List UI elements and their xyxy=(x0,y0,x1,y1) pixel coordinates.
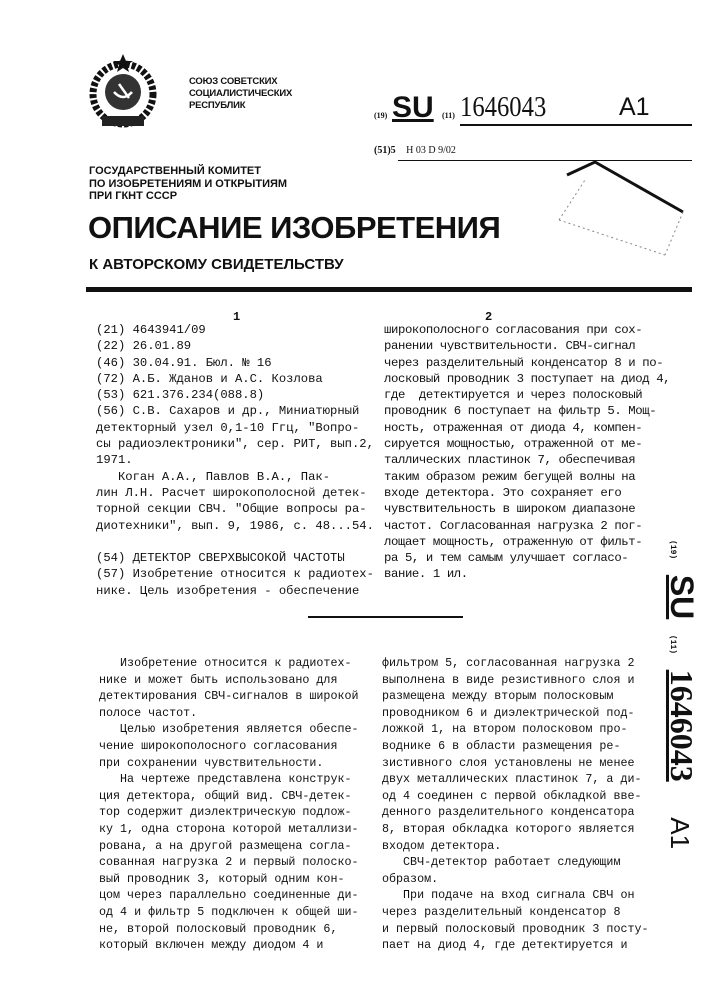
text-line: проводником 6 и диэлектрической под- xyxy=(382,705,649,722)
country-line: СОЮЗ СОВЕТСКИХ xyxy=(189,76,292,88)
text-line: лин Л.Н. Расчет широкополосной детек- xyxy=(96,485,374,501)
text-line: чувствительность в широком диапазоне xyxy=(384,501,670,517)
ipc-code: H 03 D 9/02 xyxy=(406,145,456,156)
text-line: выполнена в виде резистивного слоя и xyxy=(382,672,649,689)
kind-code: A1 xyxy=(619,93,650,122)
ipc-classification xyxy=(374,145,456,156)
text-line: сованная нагрузка 2 и первый полоско- xyxy=(99,854,359,871)
text-line: торной секции СВЧ. "Общие вопросы ра- xyxy=(96,501,374,517)
committee-name xyxy=(89,165,287,203)
country-name xyxy=(189,76,292,112)
inid-11: (11) xyxy=(442,111,455,120)
abstract-continued xyxy=(384,322,670,583)
text-line: входе детектора. Это сохраняет его xyxy=(384,485,670,501)
side-publication-number xyxy=(663,540,700,849)
text-line: не, второй полосковый проводник 6, xyxy=(99,921,359,938)
text-line: од 4 соединен с первой обкладкой вве- xyxy=(382,788,649,805)
text-line: рована, а на другой размещена согла- xyxy=(99,838,359,855)
text-line: цом через параллельно соединенные ди- xyxy=(99,887,359,904)
text-line: таким образом режим бегущей волны на xyxy=(384,469,670,485)
text-line: размещена между вторым полосковым xyxy=(382,688,649,705)
text-line: нике и может быть использовано для xyxy=(99,672,359,689)
document-title: ОПИСАНИЕ ИЗОБРЕТЕНИЯ xyxy=(88,210,500,246)
text-line: детектирования СВЧ-сигналов в широкой xyxy=(99,688,359,705)
text-line: вый проводник 3, который одним кон- xyxy=(99,871,359,888)
text-line: Изобретение относится к радиотех- xyxy=(99,655,359,672)
description-column-right xyxy=(382,655,649,954)
text-line: (57) Изобретение относится к радиотех- xyxy=(96,566,374,582)
inid-19: (19) xyxy=(374,111,387,120)
text-line: через разделительный конденсатор 8 xyxy=(382,904,649,921)
committee-line: ПРИ ГКНТ СССР xyxy=(89,190,287,203)
text-line: лосковый проводник 3 поступает на диод 4, xyxy=(384,371,670,387)
text-line: зистивного слоя установлены не менее xyxy=(382,755,649,772)
text-line: и первый полосковый проводник 3 посту- xyxy=(382,921,649,938)
text-line: полосе частот. xyxy=(99,705,359,722)
text-line: ция детектора, общий вид. СВЧ-детек- xyxy=(99,788,359,805)
text-line: ку 1, одна сторона которой металлизи- xyxy=(99,821,359,838)
ipc-label: (51)5 xyxy=(374,145,396,156)
text-line: лощает мощность, отраженную от фильт- xyxy=(384,534,670,550)
text-line: 1971. xyxy=(96,452,374,468)
text-line: (54) ДЕТЕКТОР СВЕРХВЫСОКОЙ ЧАСТОТЫ xyxy=(96,550,374,566)
text-line: (22) 26.01.89 xyxy=(96,338,374,354)
text-line: СВЧ-детектор работает следующим xyxy=(382,854,649,871)
text-line: чение широкополосного согласования xyxy=(99,738,359,755)
text-line: через разделительный конденсатор 8 и по- xyxy=(384,355,670,371)
text-line: сируется мощностью, отраженной от ме- xyxy=(384,436,670,452)
country-line: РЕСПУБЛИК xyxy=(189,100,292,112)
side-country-code: SU xyxy=(664,575,700,619)
text-line: денного разделительного конденсатора xyxy=(382,804,649,821)
patent-page xyxy=(0,0,707,1000)
text-line: фильтром 5, согласованная нагрузка 2 xyxy=(382,655,649,672)
side-patent-number: 1646043 xyxy=(664,670,700,782)
library-stamp-icon xyxy=(555,160,695,260)
text-line: тор содержит диэлектрическую подлож- xyxy=(99,804,359,821)
text-line: диотехники", вып. 9, 1986, с. 48...54. xyxy=(96,518,374,534)
column-number: 2 xyxy=(485,310,492,324)
committee-line: ПО ИЗОБРЕТЕНИЯМ И ОТКРЫТИЯМ xyxy=(89,178,287,191)
text-line: образом. xyxy=(382,871,649,888)
text-line: где детектируется и через полосковый xyxy=(384,387,670,403)
document-subtitle: К АВТОРСКОМУ СВИДЕТЕЛЬСТВУ xyxy=(89,256,344,273)
text-line: од 4 и фильтр 5 подключен к общей ши- xyxy=(99,904,359,921)
country-code: SU xyxy=(392,91,434,125)
committee-line: ГОСУДАРСТВЕННЫЙ КОМИТЕТ xyxy=(89,165,287,178)
description-column-left xyxy=(99,655,359,954)
side-kind-code: A1 xyxy=(665,817,695,849)
column-number: 1 xyxy=(233,310,240,324)
text-line: при сохранении чувствительности. xyxy=(99,755,359,772)
text-line: частот. Согласованная нагрузка 2 пог- xyxy=(384,518,670,534)
patent-number: 1646043 xyxy=(460,91,546,124)
text-line: (56) С.В. Сахаров и др., Миниатюрный xyxy=(96,403,374,419)
text-line: 8, вторая обкладка которого является xyxy=(382,821,649,838)
text-line: Коган А.А., Павлов В.А., Пак- xyxy=(96,469,374,485)
text-line: входом детектора. xyxy=(382,838,649,855)
publication-number xyxy=(374,93,692,127)
text-line: широкополосного согласования при сох- xyxy=(384,322,670,338)
text-line: вание. 1 ил. xyxy=(384,566,670,582)
text-line: При подаче на вход сигнала СВЧ он xyxy=(382,887,649,904)
country-line: СОЦИАЛИСТИЧЕСКИХ xyxy=(189,88,292,100)
text-line: сы радиоэлектроники", сер. РИТ, вып.2, xyxy=(96,436,374,452)
side-inid-19: (19) xyxy=(668,540,677,559)
text-line: пает на диод 4, где детектируется и xyxy=(382,937,649,954)
bibliographic-data xyxy=(96,322,374,599)
ussr-emblem-icon xyxy=(84,52,162,136)
text-line: (53) 621.376.234(088.8) xyxy=(96,387,374,403)
text-line: детекторный узел 0,1-10 Ггц, "Вопро- xyxy=(96,420,374,436)
text-line: таллических пластинок 7, обеспечивая xyxy=(384,452,670,468)
text-line: ранении чувствительности. СВЧ-сигнал xyxy=(384,338,670,354)
text-line: (21) 4643941/09 xyxy=(96,322,374,338)
text-line: ложкой 1, на втором полосковом про- xyxy=(382,721,649,738)
text-line: Целью изобретения является обеспе- xyxy=(99,721,359,738)
text-line: который включен между диодом 4 и xyxy=(99,937,359,954)
text-line xyxy=(96,534,374,550)
text-line: На чертеже представлена конструк- xyxy=(99,771,359,788)
text-line: ра 5, и тем самым улучшает согласо- xyxy=(384,550,670,566)
text-line: воднике 6 в области размещения ре- xyxy=(382,738,649,755)
text-line: (72) А.Б. Жданов и А.С. Козлова xyxy=(96,371,374,387)
text-line: нике. Цель изобретения - обеспечение xyxy=(96,583,374,599)
text-line: (46) 30.04.91. Бюл. № 16 xyxy=(96,355,374,371)
text-line: двух металлических пластинок 7, а ди- xyxy=(382,771,649,788)
text-line: проводник 6 поступает на фильтр 5. Мощ- xyxy=(384,403,670,419)
text-line: ность, отраженная от диода 4, компен- xyxy=(384,420,670,436)
side-inid-11: (11) xyxy=(668,635,677,654)
